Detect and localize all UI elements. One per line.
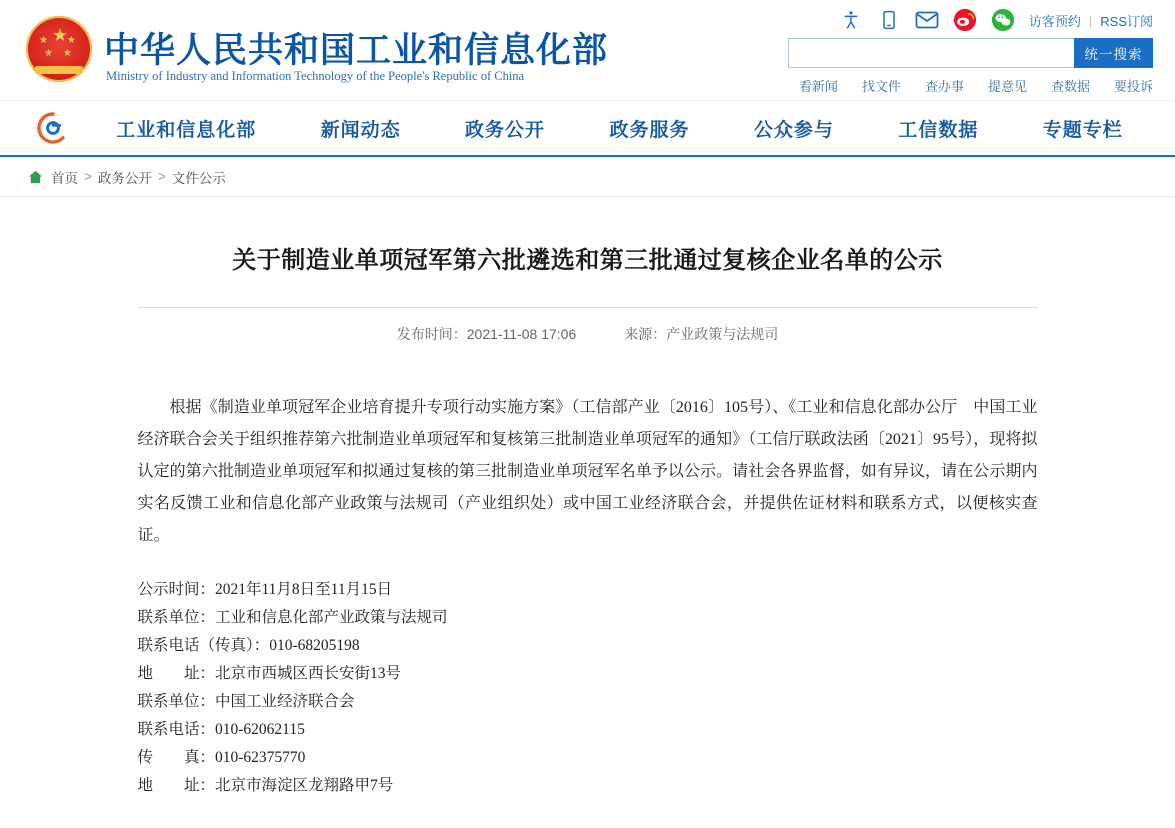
info-line-contact-unit-1: 联系单位：工业和信息化部产业政策与法规司: [137, 609, 448, 626]
source-value: 产业政策与法规司: [666, 326, 779, 342]
header-icon-row: [839, 4, 1153, 36]
breadcrumb-home[interactable]: 首页: [51, 170, 78, 186]
wechat-icon[interactable]: [991, 8, 1015, 32]
nav-item-news[interactable]: 新闻动态: [320, 119, 401, 141]
info-line-phone-2: 联系电话：010-62062115: [137, 721, 305, 738]
article-paragraph: 根据《制造业单项冠军企业培育提升专项行动实施方案》（工信部产业〔2016〕105号）、《工业和信息化部办公厅 中国工业经济联合会关于组织推荐第六批制造业单项冠军和复核第三批制造业单项冠军的通知》（工信厅联政法函〔2021〕95号），现将拟认定的第六批制造业单项冠军和拟通过复核的第三批制造业单项冠军名单予以公示。请社会各界监督，如有异议，请在公示期内实名反馈工业和信息化部产业政策与法规司（产业组织处）或中国工业经济联合会，并提供佐证材料和联系方式，以便核实查证。: [137, 399, 1038, 544]
mail-icon[interactable]: [915, 8, 939, 32]
quick-link-documents[interactable]: 找文件: [861, 79, 901, 94]
accessibility-icon[interactable]: [839, 8, 863, 32]
quick-link-news[interactable]: 看新闻: [798, 79, 838, 94]
miit-logo-icon[interactable]: [22, 111, 84, 145]
quick-link-feedback[interactable]: 提意见: [987, 79, 1027, 94]
page-title: 关于制造业单项冠军第六批遴选和第三批通过复核企业名单的公示: [232, 247, 943, 274]
mobile-icon[interactable]: [877, 8, 901, 32]
nav-item-government-services[interactable]: 政务服务: [609, 119, 690, 141]
article-source: [624, 324, 778, 344]
article: [138, 197, 1038, 800]
main-navigation: [0, 101, 1175, 157]
breadcrumb-item-document-notice[interactable]: 文件公示: [171, 170, 226, 186]
quick-link-data[interactable]: 查数据: [1050, 79, 1090, 94]
publish-time-value: 2021-11-08 17:06: [466, 326, 577, 342]
quick-link-complaint[interactable]: 要投诉: [1113, 79, 1153, 94]
breadcrumb: [0, 157, 1175, 197]
nav-item-government-affairs[interactable]: 政务公开: [465, 119, 546, 141]
nav-item-miit[interactable]: 工业和信息化部: [116, 119, 257, 141]
source-label: 来源：: [624, 326, 667, 342]
weibo-icon[interactable]: [953, 8, 977, 32]
search-input[interactable]: [788, 38, 1074, 68]
national-emblem-icon: ★ ★ ★ ★ ★: [26, 16, 92, 82]
nav-item-special-columns[interactable]: 专题专栏: [1042, 119, 1123, 141]
nav-item-industry-data[interactable]: 工信数据: [898, 119, 979, 141]
nav-item-public-participation[interactable]: 公众参与: [753, 119, 834, 141]
info-line-publicity-period: 公示时间：2021年11月8日至11月15日: [137, 581, 393, 598]
quick-link-services[interactable]: 查办事: [924, 79, 964, 94]
info-line-contact-unit-2: 联系单位：中国工业经济联合会: [137, 693, 355, 710]
visitor-booking-link[interactable]: 访客预约: [1028, 13, 1081, 29]
publish-time-label: 发布时间：: [396, 326, 467, 342]
site-title: 中华人民共和国工业和信息化部: [104, 31, 609, 70]
search-bar: [788, 38, 1153, 68]
article-info-list: [138, 576, 1038, 800]
rss-link[interactable]: RSS订阅: [1100, 13, 1153, 29]
site-subtitle: Ministry of Industry and Information Technology of the People's Republic of China: [106, 69, 525, 83]
breadcrumb-sep-1: >: [84, 169, 92, 184]
top-links-separator: |: [1088, 12, 1093, 28]
info-line-address-2: 地 址：北京市海淀区龙翔路甲7号: [137, 777, 394, 794]
home-icon: [28, 170, 43, 184]
header-top-links: [1029, 11, 1153, 30]
info-line-fax-2: 传 真：010-62375770: [137, 749, 306, 766]
article-meta: [138, 307, 1038, 344]
site-header: [0, 0, 1175, 101]
breadcrumb-item-government-affairs[interactable]: 政务公开: [97, 170, 152, 186]
publish-time: [397, 324, 577, 344]
info-line-address-1: 地 址：北京市西城区西长安街13号: [137, 665, 402, 682]
breadcrumb-sep-2: >: [157, 169, 166, 184]
article-body: [138, 392, 1038, 800]
quick-links: [799, 76, 1153, 95]
info-line-phone-1: 联系电话（传真）：010-68205198: [137, 637, 360, 654]
search-button[interactable]: 统一搜索: [1074, 38, 1153, 68]
